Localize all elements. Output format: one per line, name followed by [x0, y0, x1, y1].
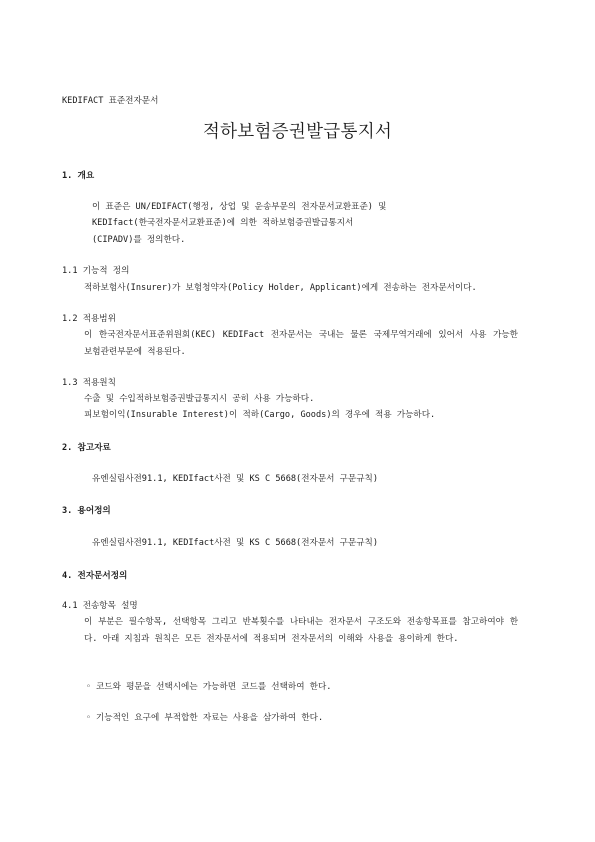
- document-title: 적하보험증권발급통지서: [202, 122, 393, 142]
- section-1-line: KEDIfact(한국전자문서교환표준)에 의한 적하보험증권발급통지서: [92, 218, 354, 228]
- section-1-3-line: 수출 및 수입적하보험증권발급통지시 공히 사용 가능하다.: [84, 394, 315, 404]
- section-2-text: 유엔실림사전91.1, KEDIfact사전 및 KS C 5668(전자문서 구문규칙): [92, 474, 378, 484]
- bullet-text: 기능적인 요구에 부적합한 자료는 사용을 삼가하여 한다.: [96, 713, 324, 723]
- section-3-text: 유엔실림사전91.1, KEDIfact사전 및 KS C 5668(전자문서 구문규칙): [92, 538, 378, 548]
- bullet-text: 코드와 평문을 선택시에는 가능하면 코드를 선택하여 한다.: [96, 682, 332, 692]
- section-2-heading: 2. 참고자료: [62, 443, 111, 453]
- bullet-marker: ◦: [86, 713, 92, 723]
- section-1-3-line: 피보험이익(Insurable Interest)이 적하(Cargo, Goods)의 경우에 적용 가능하다.: [84, 410, 436, 420]
- section-4-1-text: 이 부분은 필수항목, 선택항목 그리고 반복횟수를 나타내는 전자문서 구조도와 전송항목표를 참고하여야 한다. 아래 지침과 원칙은 모든 전자문서에 적용되며 전자문서의 이해와 사용을 용이하게 한다.: [84, 617, 518, 644]
- section-1-line: (CIPADV)를 정의한다.: [92, 235, 186, 245]
- section-1-heading: 1. 개요: [62, 171, 95, 181]
- section-1-1-heading: 1.1 기능적 정의: [62, 266, 130, 276]
- document-header: KEDIFACT 표준전자문서: [62, 96, 159, 106]
- bullet-item: [86, 714, 323, 723]
- section-4-heading: 4. 전자문서정의: [62, 571, 128, 581]
- bullet-marker: ◦: [86, 682, 92, 692]
- section-1-line: 이 표준은 UN/EDIFACT(행정, 상업 및 운송부문의 전자문서교환표준) 및: [92, 202, 387, 212]
- section-1-2-text: 이 한국전자문서표준위원회(KEC) KEDIFact 전자문서는 국내는 물론 국제무역거래에 있어서 사용 가능한 보험관련부문에 적용된다.: [84, 330, 518, 357]
- section-4-1-heading: 4.1 전송항목 설명: [62, 601, 138, 611]
- section-3-heading: 3. 용어정의: [62, 506, 111, 516]
- section-1-1-text: 적하보험사(Insurer)가 보험청약자(Policy Holder, Applicant)에게 전송하는 전자문서이다.: [84, 283, 477, 293]
- bullet-item: [86, 683, 331, 692]
- section-1-2-heading: 1.2 적용범위: [62, 314, 116, 324]
- section-1-3-heading: 1.3 적용원칙: [62, 378, 116, 388]
